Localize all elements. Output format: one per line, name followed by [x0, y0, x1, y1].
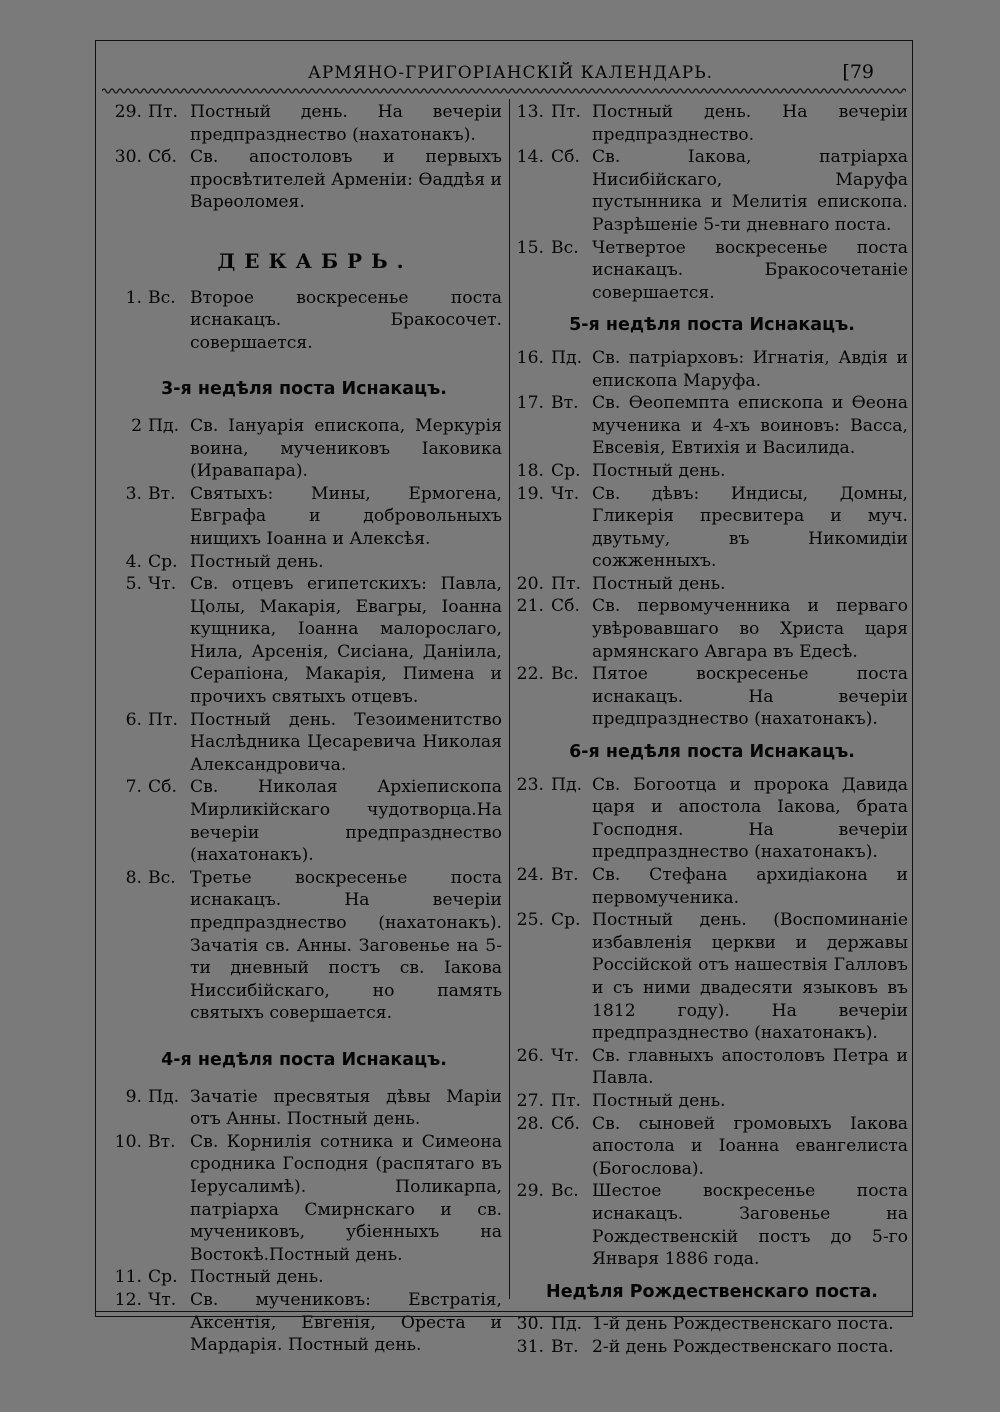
week-heading-3: 3-я недѣля поста Иснакацъ. — [161, 379, 447, 400]
entry-day-number: 4. — [125, 551, 142, 572]
entry-weekday: Чт. — [148, 1289, 177, 1310]
entry-day-number: 6. — [125, 709, 142, 730]
entry-day-number: 28. — [516, 1113, 544, 1134]
calendar-entry — [106, 776, 502, 866]
calendar-entry — [106, 287, 502, 355]
entry-weekday: Пд. — [148, 1086, 180, 1107]
column-divider — [509, 99, 510, 1299]
entry-day-number: 29. — [114, 102, 142, 122]
calendar-entry — [106, 415, 502, 483]
entry-text: Постный день. — [592, 460, 726, 481]
entry-text: Третье воскресенье поста иснакацъ. На вечеріи предпразднество (нахатонакъ). Зачатія св. Анны. Заговенье на 5-ти дневный постъ св. Іакова Ниссибійскаго, но память святыхъ совершается. — [190, 867, 502, 1024]
entry-day-number: 12. — [114, 1289, 142, 1310]
entry-text: 1-й день Рождественскаго поста. — [592, 1314, 894, 1335]
calendar-entry — [516, 1045, 908, 1090]
entry-text: Шестое воскресенье поста иснакацъ. Заговенье на Рождественскій постъ до 5-го Января 1886 года. — [592, 1181, 908, 1270]
calendar-entry — [516, 595, 908, 663]
entry-text: Св. Ѳеопемпта епископа и Ѳеона мученика и 4-хъ воиновъ: Васса, Евсевія, Евтихія и Василида. — [592, 393, 908, 459]
calendar-entry — [516, 663, 908, 731]
entry-text: Постный день. На вечеріи предпразднество (нахатонакъ). — [190, 102, 502, 145]
entry-weekday: Чт. — [148, 574, 177, 595]
entry-text: Постный день. — [190, 1267, 324, 1288]
entry-day-number: 17. — [516, 393, 544, 414]
entry-day-number: 22. — [516, 664, 544, 685]
entry-text: Второе воскресенье поста иснакацъ. Бракосочет. совершается. — [190, 287, 502, 353]
week-heading-nativity: Недѣля Рождественскаго поста. — [546, 1281, 878, 1302]
entry-day-number: 23. — [516, 774, 544, 795]
entry-text: Постный день. — [592, 573, 726, 594]
calendar-entry — [516, 347, 908, 392]
entry-text: Постный день. — [190, 551, 324, 572]
entry-day-number: 7. — [125, 777, 142, 798]
entry-text: Святыхъ: Мины, Ермогена, Евграфа и добровольныхъ нищихъ Іоанна и Алексѣя. — [190, 483, 502, 549]
entry-day-number: 18. — [516, 460, 544, 481]
entry-day-number: 8. — [125, 867, 142, 888]
calendar-entry — [516, 460, 908, 483]
calendar-entry — [106, 146, 502, 214]
week-heading-5: 5-я недѣля поста Иснакацъ. — [569, 315, 855, 336]
calendar-entry — [106, 867, 502, 1025]
header-title: АРМЯНО-ГРИГОРІАНСКІЙ КАЛЕНДАРЬ. — [308, 63, 714, 83]
entry-text: Св. Богоотца и пророка Давида царя и апостола Іакова, брата Господня. На вечеріи предпразднество (нахатонакъ). — [592, 774, 908, 863]
entry-text: Св. первомученника и перваго увѣровавшаго во Христа царя армянскаго Авгара въ Едесѣ. — [592, 596, 908, 662]
running-header — [96, 59, 912, 99]
entry-text: Св. дѣвъ: Индисы, Домны, Гликерія пресвитера и муч. двутьму, въ Никомидіи сожженныхъ. — [592, 483, 908, 572]
entry-weekday: Пт. — [148, 709, 178, 730]
calendar-entry — [106, 1086, 502, 1131]
entry-day-number: 9. — [125, 1086, 142, 1107]
bottom-rule — [96, 1316, 912, 1317]
month-heading: ДЕКАБРЬ. — [217, 248, 413, 273]
calendar-entry — [106, 1266, 502, 1289]
entry-text: 2-й день Рождественскаго поста. — [592, 1336, 894, 1357]
calendar-entry — [106, 483, 502, 551]
entry-weekday: Вс. — [148, 287, 176, 308]
entry-weekday: Сб. — [551, 1113, 580, 1134]
entry-weekday: Ср. — [148, 1267, 178, 1288]
entry-day-number: 5. — [125, 574, 142, 595]
calendar-entry — [516, 774, 908, 864]
calendar-entry — [106, 573, 502, 709]
entry-weekday: Пт. — [551, 1090, 581, 1111]
calendar-entry — [516, 392, 908, 460]
entry-day-number: 16. — [516, 347, 544, 368]
entry-day-number: 27. — [516, 1090, 544, 1111]
calendar-entry — [516, 483, 908, 573]
entry-text: Постный день. (Воспоминаніе избавленія церкви и державы Россійской отъ нашествія Галловъ и съ ними двадесяти языковъ въ 1812 году). На вечеріи предпразднество (нахатонакъ). — [592, 910, 908, 1044]
entry-weekday: Пд. — [551, 347, 583, 368]
entry-day-number: 25. — [516, 910, 544, 931]
entry-text: Св. Корнилія сотника и Симеона сродника Господня (распятаго въ Іерусалимѣ). Поликарпа, патріарха Смирнскаго и св. мучениковъ, убіенныхъ на Востокѣ.Постный день. — [190, 1131, 502, 1265]
calendar-entry — [516, 1180, 908, 1270]
entry-weekday: Ср. — [148, 551, 178, 572]
entry-text: Св. Іакова, патріарха Нисибійскаго, Маруфа пустынника и Мелитія епископа. Разрѣшеніе 5-ти дневнаго поста. — [592, 147, 908, 235]
calendar-entry — [516, 1336, 908, 1359]
entry-day-number: 30. — [516, 1314, 544, 1335]
entry-weekday: Чт. — [551, 1045, 580, 1066]
entry-day-number: 11. — [114, 1267, 142, 1288]
calendar-entry — [516, 237, 908, 305]
entry-text: Постный день. — [592, 1090, 726, 1111]
entry-weekday: Вт. — [551, 393, 579, 414]
entry-weekday: Сб. — [551, 596, 580, 617]
entry-day-number: 13. — [516, 102, 544, 122]
entry-text: Св. сыновей громовыхъ Іакова апостола и Іоанна евангелиста (Богослова). — [592, 1113, 908, 1179]
calendar-entry — [516, 573, 908, 596]
calendar-entry — [106, 551, 502, 574]
page-frame — [95, 40, 913, 1357]
week-heading-6: 6-я недѣля поста Иснакацъ. — [569, 742, 855, 763]
entry-day-number: 24. — [516, 865, 544, 885]
entry-text: Св. апостоловъ и первыхъ просвѣтителей Арменіи: Ѳаддѣя и Варѳоломея. — [190, 147, 502, 213]
entry-weekday: Чт. — [551, 483, 580, 504]
calendar-entry — [106, 1131, 502, 1267]
entry-text: Постный день. На вечеріи предпразднество. — [592, 102, 908, 145]
calendar-entry — [516, 146, 908, 236]
entry-weekday: Пт. — [148, 102, 178, 122]
entry-weekday: Сб. — [148, 777, 177, 798]
calendar-entry — [516, 909, 908, 1045]
calendar-entry — [516, 864, 908, 909]
entry-day-number: 3. — [125, 483, 142, 504]
entry-day-number: 21. — [516, 596, 544, 617]
entry-day-number: 30. — [114, 147, 142, 168]
entry-weekday: Вт. — [148, 1131, 176, 1152]
entry-weekday: Пт. — [551, 573, 581, 594]
bottom-rule-inner — [96, 1311, 912, 1312]
entry-text: Св. Іануарія епископа, Меркурія воина, мучениковъ Іаковика (Иравапара). — [190, 415, 502, 482]
calendar-entry — [516, 1113, 908, 1181]
entry-weekday: Пд. — [551, 1314, 583, 1335]
week-heading-4: 4-я недѣля поста Иснакацъ. — [161, 1049, 447, 1070]
entry-weekday: Вт. — [551, 1336, 579, 1357]
entry-day-number: 29. — [516, 1181, 544, 1202]
entry-day-number: 2 — [131, 415, 142, 436]
calendar-entry — [516, 101, 908, 146]
entry-weekday: Вс. — [551, 1181, 579, 1202]
entry-text: Св. Стефана архидіакона и первомученика. — [592, 865, 908, 908]
wavy-rule — [102, 87, 906, 95]
entry-weekday: Сб. — [148, 147, 177, 168]
entry-weekday: Пт. — [551, 102, 581, 122]
left-column — [106, 101, 502, 1357]
entry-text: Постный день. Тезоименитство Наслѣдника Цесаревича Николая Александровича. — [190, 709, 502, 775]
entry-day-number: 10. — [114, 1131, 142, 1152]
entry-day-number: 15. — [516, 237, 544, 258]
entry-day-number: 26. — [516, 1045, 544, 1066]
calendar-entry — [106, 101, 502, 146]
entry-day-number: 20. — [516, 573, 544, 594]
entry-weekday: Ср. — [551, 460, 581, 481]
calendar-entry — [106, 1289, 502, 1357]
entry-day-number: 1. — [125, 287, 142, 308]
calendar-entry — [106, 709, 502, 777]
entry-text: Св. Николая Архіепископа Мирликійскаго чудотворца.На вечеріи предпразднество (нахатонакъ). — [190, 777, 502, 866]
right-column — [516, 101, 908, 1358]
entry-day-number: 31. — [516, 1336, 544, 1357]
calendar-entry — [516, 1090, 908, 1113]
entry-day-number: 14. — [516, 147, 544, 168]
entry-weekday: Вт. — [148, 483, 176, 504]
entry-weekday: Вс. — [148, 867, 176, 888]
entry-weekday: Ср. — [551, 910, 581, 931]
entry-text: Св. главныхъ апостоловъ Петра и Павла. — [592, 1045, 908, 1089]
entry-text: Четвертое воскресенье поста иснакацъ. Бракосочетаніе совершается. — [592, 237, 908, 303]
page-number: [79 — [842, 61, 874, 83]
entry-text: Зачатіе пресвятыя дѣвы Маріи отъ Анны. Постный день. — [190, 1086, 502, 1130]
entry-weekday: Вс. — [551, 664, 579, 685]
entry-weekday: Вс. — [551, 237, 579, 258]
entry-text: Св. отцевъ египетскихъ: Павла, Цолы, Макарія, Евагры, Іоанна кущника, Іоанна малорослаго, Нила, Арсенія, Сисіана, Даніила, Серапіона, Макарія, Пимена и прочихъ святыхъ отцевъ. — [190, 574, 502, 708]
entry-day-number: 19. — [516, 483, 544, 504]
entry-text: Пятое воскресенье поста иснакацъ. На вечеріи предпразднество (нахатонакъ). — [592, 664, 908, 730]
entry-weekday: Пд. — [148, 415, 180, 436]
entry-text: Св. патріарховъ: Игнатія, Авдія и епископа Маруфа. — [592, 347, 908, 391]
entry-weekday: Пд. — [551, 774, 583, 795]
entry-weekday: Вт. — [551, 865, 579, 885]
entry-text: Св. мучениковъ: Евстратія, Аксентія, Евгенія, Ореста и Мардарія. Постный день. — [190, 1289, 502, 1356]
entry-weekday: Сб. — [551, 147, 580, 168]
